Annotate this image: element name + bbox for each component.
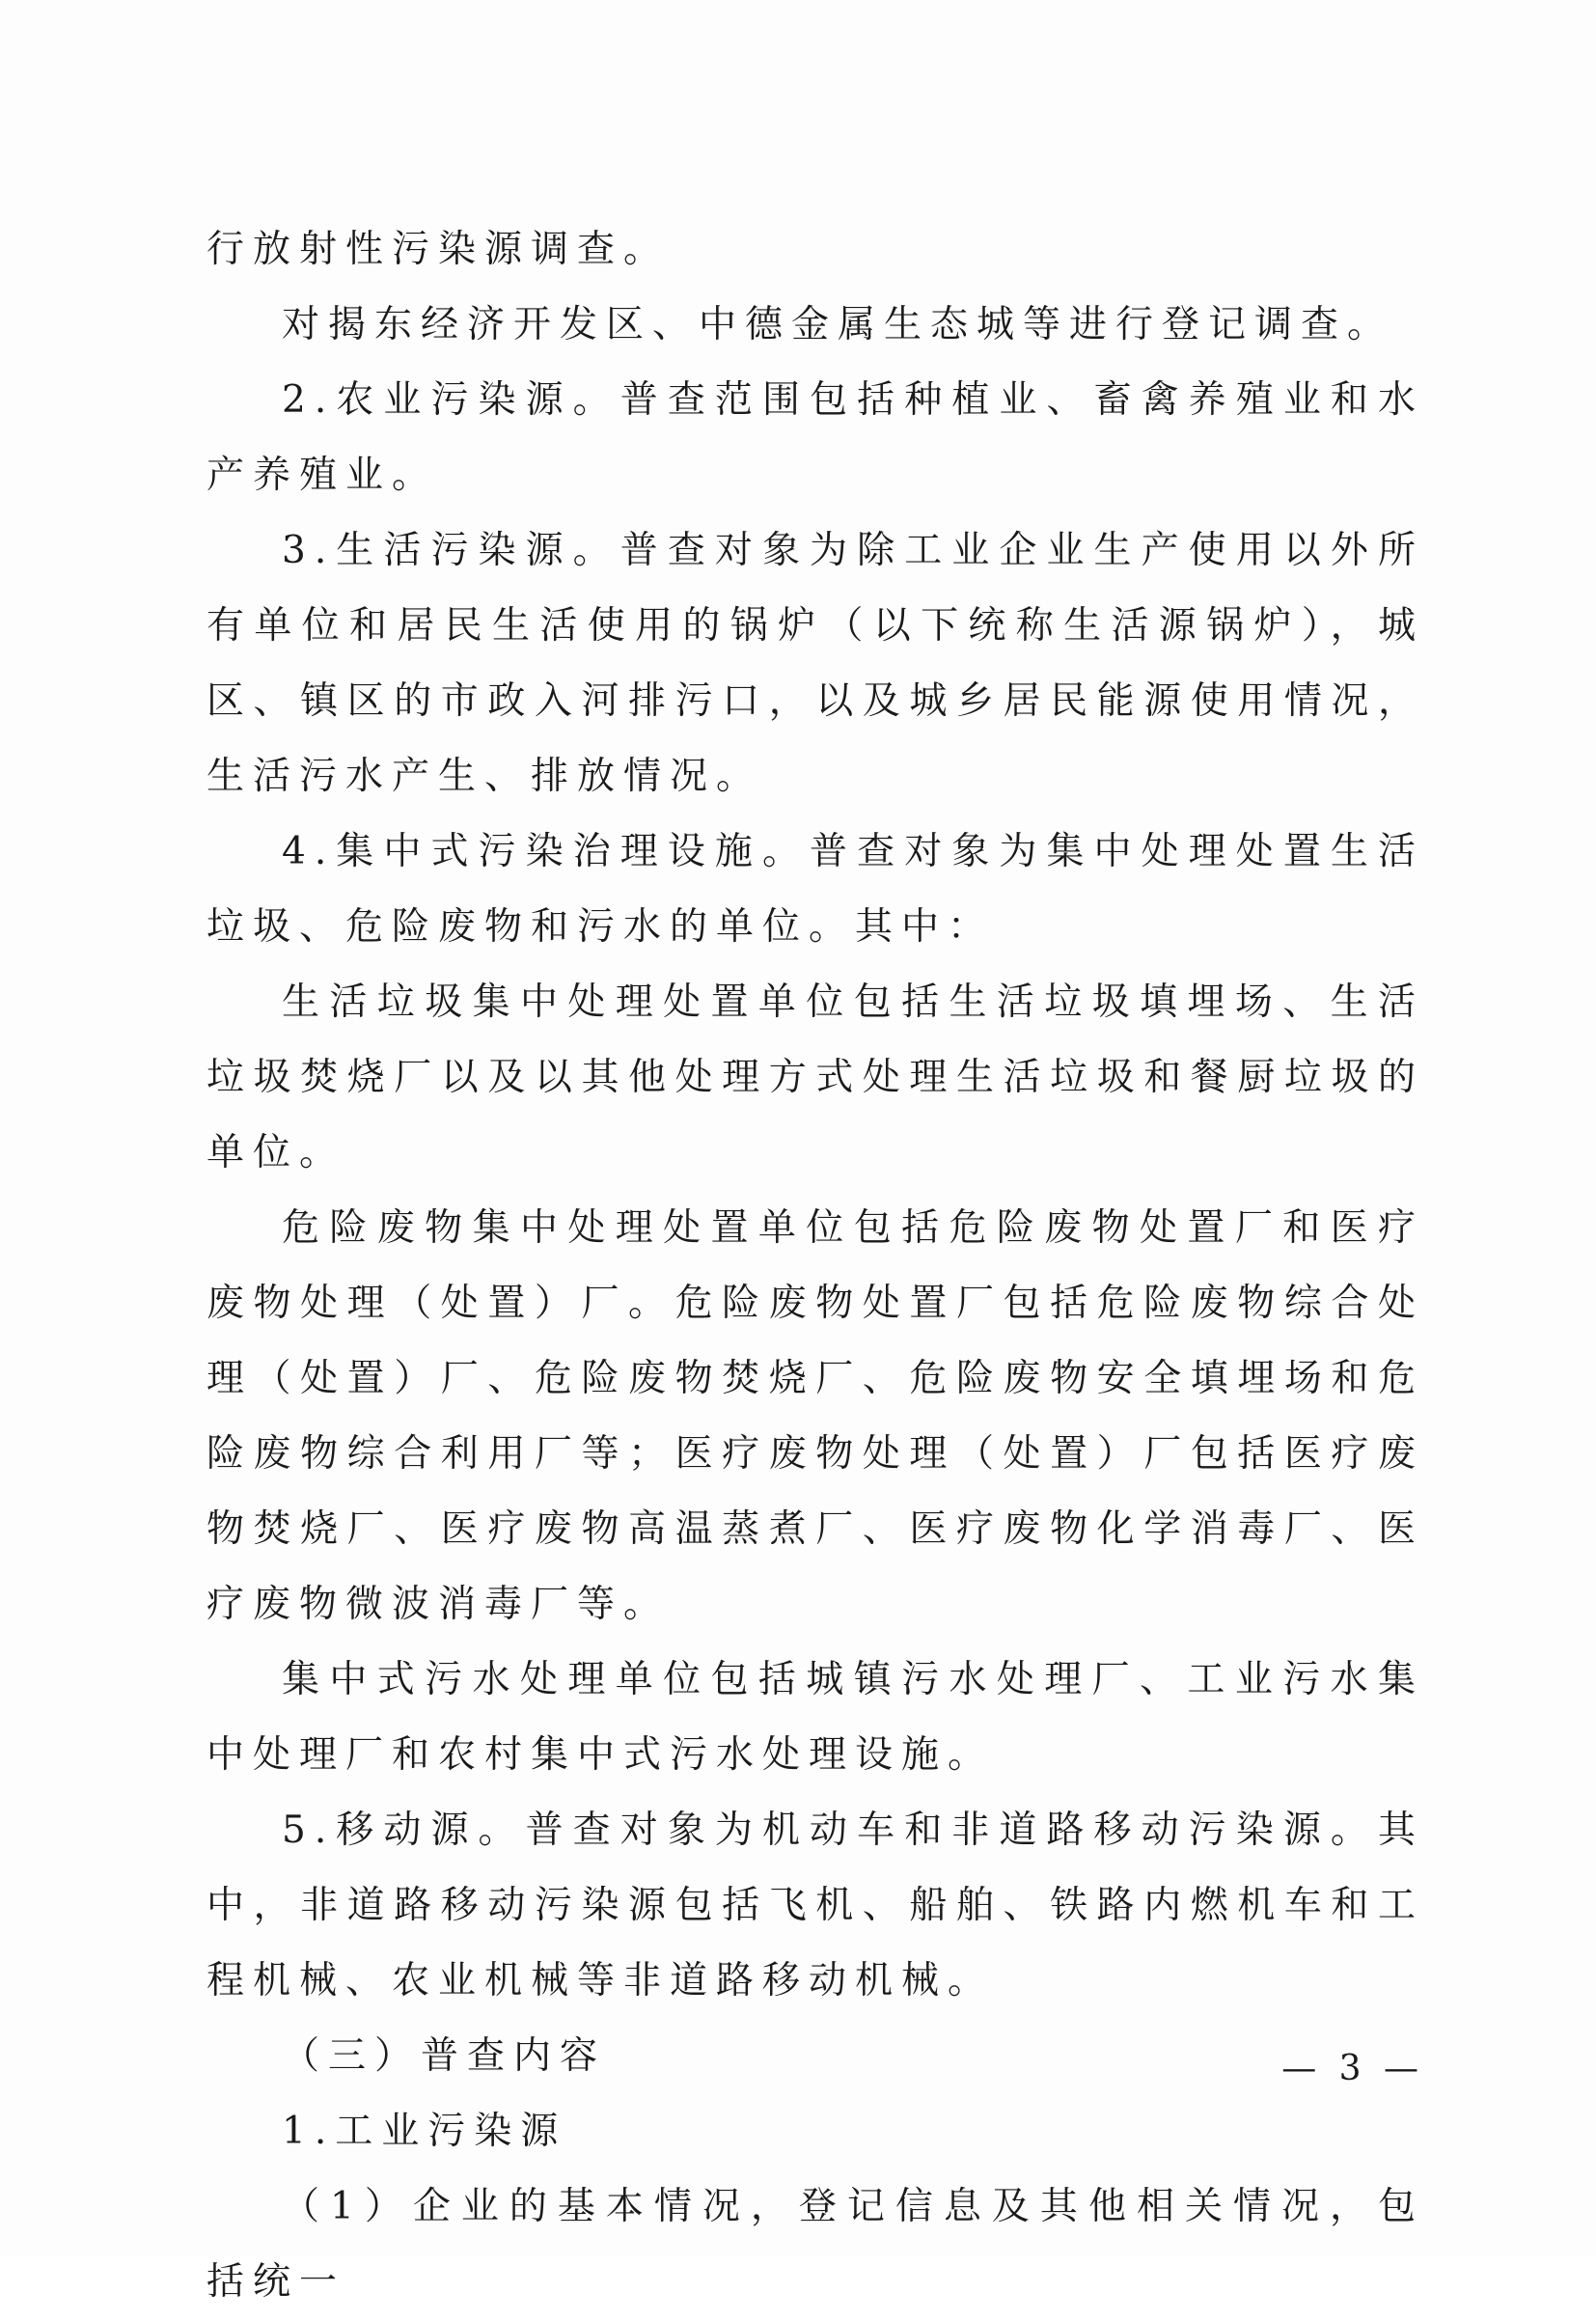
paragraph-12: （1）企业的基本情况，登记信息及其他相关情况，包括统一 — [206, 2185, 1424, 2304]
paragraph-4: 3.生活污染源。普查对象为除工业企业生产使用以外所有单位和居民生活使用的锅炉（以下统称生活源锅炉），城区、镇区的市政入河排污口，以及城乡居民能源使用情况，生活污水产生、排放情况。 — [206, 529, 1424, 798]
paragraph-2: 对揭东经济开发区、中德金属生态城等进行登记调查。 — [282, 303, 1394, 346]
section-heading: （三）普查内容 — [282, 2034, 607, 2078]
paragraph-5: 4.集中式污染治理设施。普查对象为集中处理处置生活垃圾、危险废物和污水的单位。其中： — [206, 830, 1424, 949]
paragraph-3: 2.农业污染源。普查范围包括种植业、畜禽养殖业和水产养殖业。 — [206, 378, 1424, 497]
paragraph-7: 危险废物集中处理处置单位包括危险废物处置厂和医疗废物处理（处置）厂。危险废物处置厂包括危险废物综合处理（处置）厂、危险废物焚烧厂、危险废物安全填埋场和危险废物综合利用厂等；医疗废物处理（处置）厂包括医疗废物焚烧厂、医疗废物高温蒸煮厂、医疗废物化学消毒厂、医疗废物微波消毒厂等。 — [206, 1206, 1424, 1626]
page-number: — 3 — — [1281, 2049, 1424, 2088]
paragraph-6: 生活垃圾集中处理处置单位包括生活垃圾填埋场、生活垃圾焚烧厂以及以其他处理方式处理生活垃圾和餐厨垃圾的单位。 — [206, 980, 1424, 1174]
document-body — [206, 212, 1424, 2320]
paragraph-1: 行放射性污染源调查。 — [206, 228, 671, 271]
subsection-heading: 1.工业污染源 — [282, 2110, 567, 2153]
paragraph-8: 集中式污水处理单位包括城镇污水处理厂、工业污水集中处理厂和农村集中式污水处理设施。 — [206, 1658, 1424, 1777]
paragraph-9: 5.移动源。普查对象为机动车和非道路移动污染源。其中，非道路移动污染源包括飞机、船舶、铁路内燃机车和工程机械、农业机械等非道路移动机械。 — [206, 1809, 1424, 2002]
